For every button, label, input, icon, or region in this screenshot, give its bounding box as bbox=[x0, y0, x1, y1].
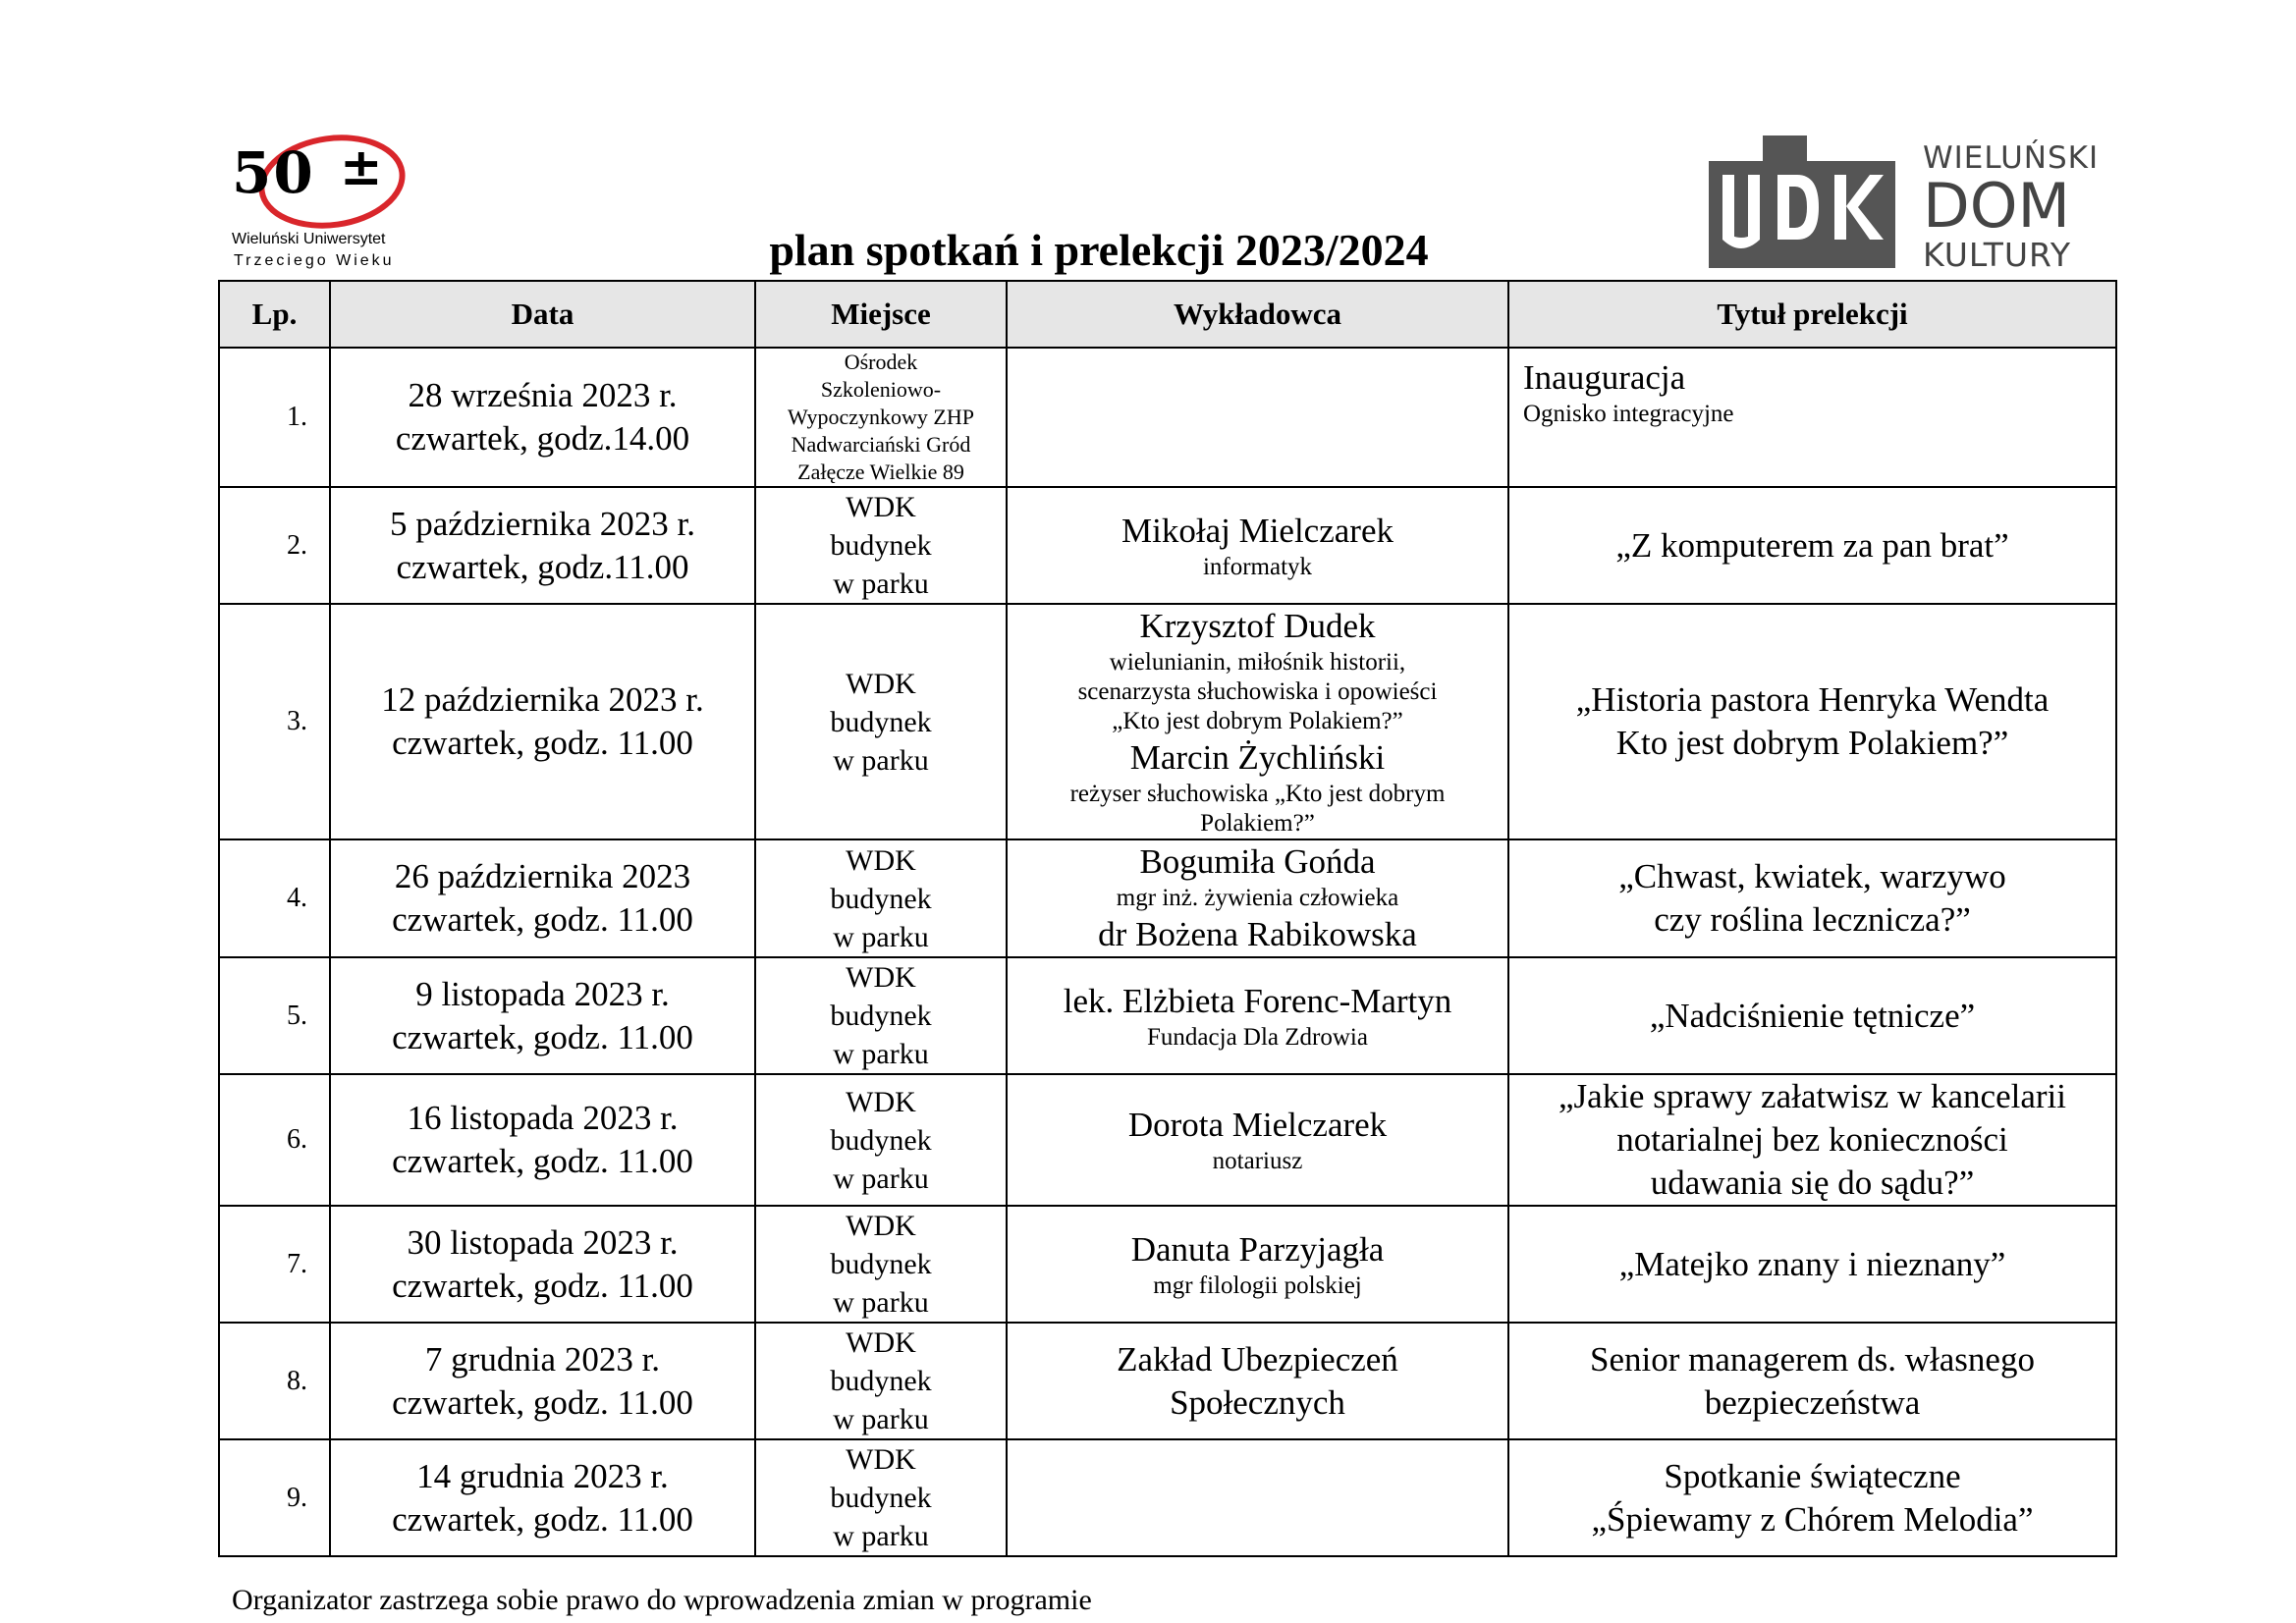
title-line: Inauguracja bbox=[1523, 358, 1686, 397]
place-line: Wypoczynkowy ZHP bbox=[788, 405, 974, 429]
place-cell bbox=[755, 1439, 1007, 1556]
title-cell bbox=[1508, 957, 2116, 1074]
title-cell bbox=[1508, 1323, 2116, 1439]
time-text: czwartek, godz. 11.00 bbox=[392, 1017, 693, 1056]
header-place: Miejsce bbox=[755, 281, 1007, 348]
place-line: WDK bbox=[846, 1326, 916, 1359]
lecturer-cell bbox=[1007, 604, 1508, 839]
title-cell bbox=[1508, 1439, 2116, 1556]
logo-line2: Trzeciego Wieku bbox=[234, 252, 395, 269]
title-line: „Z komputerem za pan brat” bbox=[1615, 525, 2009, 565]
lecturer-name: Mikołaj Mielczarek bbox=[1121, 511, 1394, 550]
title-line: „Matejko znany i nieznany” bbox=[1618, 1244, 2006, 1283]
place-line: budynek bbox=[830, 529, 932, 562]
lecturer-cell bbox=[1007, 1323, 1508, 1439]
time-text: czwartek, godz.14.00 bbox=[395, 419, 690, 458]
place-line: WDK bbox=[846, 843, 916, 877]
logo-line1: Wieluński Uniwersytet bbox=[232, 231, 386, 247]
row-number: 6. bbox=[219, 1074, 330, 1206]
date-text: 16 listopada 2023 r. bbox=[407, 1099, 679, 1137]
table-row bbox=[219, 348, 2116, 487]
logo-number: 50 bbox=[232, 139, 315, 206]
place-line: WDK bbox=[846, 1210, 916, 1242]
place-line: budynek bbox=[830, 1000, 932, 1032]
place-line: w parku bbox=[833, 1038, 929, 1070]
page-title: plan spotkań i prelekcji 2023/2024 bbox=[769, 225, 1429, 275]
title-cell bbox=[1508, 1074, 2116, 1206]
title-cell bbox=[1508, 348, 2116, 487]
lecturer-cell bbox=[1007, 1206, 1508, 1323]
date-text: 28 września 2023 r. bbox=[408, 376, 678, 414]
place-line: w parku bbox=[833, 743, 929, 777]
date-cell bbox=[330, 957, 755, 1074]
table-row bbox=[219, 1206, 2116, 1323]
place-line: budynek bbox=[830, 705, 932, 738]
table-row bbox=[219, 487, 2116, 604]
lecturer-name: dr Bożena Rabikowska bbox=[1098, 915, 1417, 953]
table-row bbox=[219, 1074, 2116, 1206]
logo-symbol: ± bbox=[340, 137, 383, 197]
lecturer-desc: scenarzysta słuchowiska i opowieści bbox=[1077, 678, 1438, 705]
title-line: bezpieczeństwa bbox=[1704, 1382, 1921, 1422]
row-number: 1. bbox=[219, 348, 330, 487]
place-line: Załęcze Wielkie 89 bbox=[797, 460, 964, 484]
title-line: Senior managerem ds. własnego bbox=[1590, 1339, 2035, 1379]
lecturer-cell bbox=[1007, 1074, 1508, 1206]
date-text: 7 grudnia 2023 r. bbox=[424, 1339, 661, 1379]
time-text: czwartek, godz. 11.00 bbox=[392, 1266, 693, 1305]
place-line: w parku bbox=[833, 1403, 929, 1435]
row-number: 7. bbox=[219, 1206, 330, 1323]
time-text: czwartek, godz. 11.00 bbox=[392, 1382, 693, 1422]
lecturer-desc: „Kto jest dobrym Polakiem?” bbox=[1112, 708, 1403, 734]
lecturer-cell bbox=[1007, 348, 1508, 487]
schedule-table bbox=[218, 280, 2117, 1557]
title-cell bbox=[1508, 839, 2116, 957]
lecturer-desc: wielunianin, miłośnik historii, bbox=[1109, 649, 1406, 676]
place-line: budynek bbox=[830, 1248, 932, 1280]
time-text: czwartek, godz. 11.00 bbox=[392, 724, 693, 762]
row-number: 4. bbox=[219, 839, 330, 957]
lecturer-desc: Polakiem?” bbox=[1200, 810, 1315, 837]
wdk-line1: WIELUŃSKI bbox=[1923, 140, 2100, 176]
date-text: 26 października 2023 bbox=[394, 857, 691, 895]
place-line: Nadwarciański Gród bbox=[791, 432, 971, 457]
date-cell bbox=[330, 839, 755, 957]
place-line: WDK bbox=[846, 667, 916, 700]
time-text: czwartek, godz. 11.00 bbox=[392, 1499, 693, 1539]
lecturer-name: Społecznych bbox=[1170, 1382, 1345, 1422]
date-cell bbox=[330, 348, 755, 487]
place-line: w parku bbox=[833, 568, 929, 600]
wdk-line2: DOM bbox=[1923, 170, 2071, 242]
table-row bbox=[219, 1323, 2116, 1439]
place-cell bbox=[755, 1323, 1007, 1439]
lecturer-desc: mgr filologii polskiej bbox=[1153, 1271, 1362, 1299]
time-text: czwartek, godz. 11.00 bbox=[392, 1142, 693, 1180]
time-text: czwartek, godz.11.00 bbox=[396, 547, 689, 586]
date-text: 9 listopada 2023 r. bbox=[415, 974, 670, 1013]
date-text: 12 października 2023 r. bbox=[381, 680, 704, 719]
title-line: „Chwast, kwiatek, warzywo bbox=[1618, 857, 2006, 895]
place-cell bbox=[755, 487, 1007, 604]
row-number: 3. bbox=[219, 604, 330, 839]
place-cell bbox=[755, 348, 1007, 487]
date-cell bbox=[330, 1074, 755, 1206]
time-text: czwartek, godz. 11.00 bbox=[392, 900, 693, 939]
header-date: Data bbox=[330, 281, 755, 348]
place-line: Szkoleniowo- bbox=[820, 377, 942, 402]
lecturer-name: Marcin Żychliński bbox=[1129, 738, 1386, 777]
title-cell bbox=[1508, 604, 2116, 839]
title-line: notarialnej bez konieczności bbox=[1616, 1120, 2008, 1159]
lecturer-name: Bogumiła Gońda bbox=[1139, 842, 1376, 881]
date-cell bbox=[330, 1439, 755, 1556]
lecturer-desc: informatyk bbox=[1202, 553, 1313, 580]
lecturer-cell bbox=[1007, 1439, 1508, 1556]
place-line: budynek bbox=[830, 1123, 932, 1157]
lecturer-desc: notariusz bbox=[1212, 1148, 1303, 1174]
lecturer-cell bbox=[1007, 487, 1508, 604]
place-line: WDK bbox=[846, 491, 916, 523]
lecturer-name: lek. Elżbieta Forenc-Martyn bbox=[1063, 981, 1452, 1020]
title-line: udawania się do sądu?” bbox=[1650, 1163, 1975, 1202]
title-line: Ognisko integracyjne bbox=[1523, 401, 1734, 427]
place-cell bbox=[755, 839, 1007, 957]
table-header-row bbox=[219, 281, 2116, 348]
title-line: Kto jest dobrym Polakiem?” bbox=[1615, 724, 2009, 762]
place-line: w parku bbox=[833, 920, 929, 953]
place-line: Ośrodek bbox=[844, 350, 918, 374]
wdk-line3: KULTURY bbox=[1923, 236, 2072, 274]
date-cell bbox=[330, 487, 755, 604]
place-line: WDK bbox=[846, 1443, 916, 1476]
row-number: 5. bbox=[219, 957, 330, 1074]
lecturer-name: Krzysztof Dudek bbox=[1139, 607, 1376, 645]
date-text: 14 grudnia 2023 r. bbox=[416, 1456, 669, 1495]
date-text: 5 października 2023 r. bbox=[389, 504, 695, 543]
date-text: 30 listopada 2023 r. bbox=[407, 1222, 679, 1262]
lecturer-name: Zakład Ubezpieczeń bbox=[1117, 1339, 1398, 1379]
lecturer-desc: reżyser słuchowiska „Kto jest dobrym bbox=[1069, 781, 1446, 807]
lecturer-name: Dorota Mielczarek bbox=[1127, 1106, 1388, 1144]
place-cell bbox=[755, 957, 1007, 1074]
title-line: „Jakie sprawy załatwisz w kancelarii bbox=[1558, 1077, 2066, 1115]
place-line: w parku bbox=[833, 1520, 929, 1552]
table-row bbox=[219, 1439, 2116, 1556]
header-title: Tytuł prelekcji bbox=[1508, 281, 2116, 348]
title-line: „Historia pastora Henryka Wendta bbox=[1575, 680, 2050, 719]
title-line: Spotkanie świąteczne bbox=[1664, 1456, 1961, 1495]
title-line: czy roślina lecznicza?” bbox=[1654, 900, 1971, 939]
place-line: WDK bbox=[846, 961, 916, 994]
place-cell bbox=[755, 1074, 1007, 1206]
place-line: w parku bbox=[833, 1286, 929, 1319]
lecturer-cell bbox=[1007, 839, 1508, 957]
row-number: 2. bbox=[219, 487, 330, 604]
lecturer-desc: Fundacja Dla Zdrowia bbox=[1147, 1023, 1368, 1051]
title-line: „Nadciśnienie tętnicze” bbox=[1649, 996, 1976, 1035]
title-cell bbox=[1508, 487, 2116, 604]
place-line: budynek bbox=[830, 882, 932, 915]
table-row bbox=[219, 957, 2116, 1074]
table-row bbox=[219, 839, 2116, 957]
place-line: WDK bbox=[846, 1085, 916, 1118]
lecturer-desc: mgr inż. żywienia człowieka bbox=[1116, 885, 1399, 911]
date-cell bbox=[330, 1206, 755, 1323]
footer-note: Organizator zastrzega sobie prawo do wprowadzenia zmian w programie bbox=[232, 1584, 1092, 1616]
place-line: w parku bbox=[833, 1162, 929, 1195]
header-lecturer: Wykładowca bbox=[1007, 281, 1508, 348]
date-cell bbox=[330, 1323, 755, 1439]
row-number: 8. bbox=[219, 1323, 330, 1439]
place-line: budynek bbox=[830, 1482, 932, 1514]
row-number: 9. bbox=[219, 1439, 330, 1556]
header-lp: Lp. bbox=[219, 281, 330, 348]
lecturer-name: Danuta Parzyjagła bbox=[1130, 1229, 1385, 1269]
place-line: budynek bbox=[830, 1365, 932, 1397]
place-cell bbox=[755, 1206, 1007, 1323]
title-cell bbox=[1508, 1206, 2116, 1323]
title-line: „Śpiewamy z Chórem Melodia” bbox=[1591, 1499, 2034, 1539]
lecturer-cell bbox=[1007, 957, 1508, 1074]
place-cell bbox=[755, 604, 1007, 839]
date-cell bbox=[330, 604, 755, 839]
table-row bbox=[219, 604, 2116, 839]
